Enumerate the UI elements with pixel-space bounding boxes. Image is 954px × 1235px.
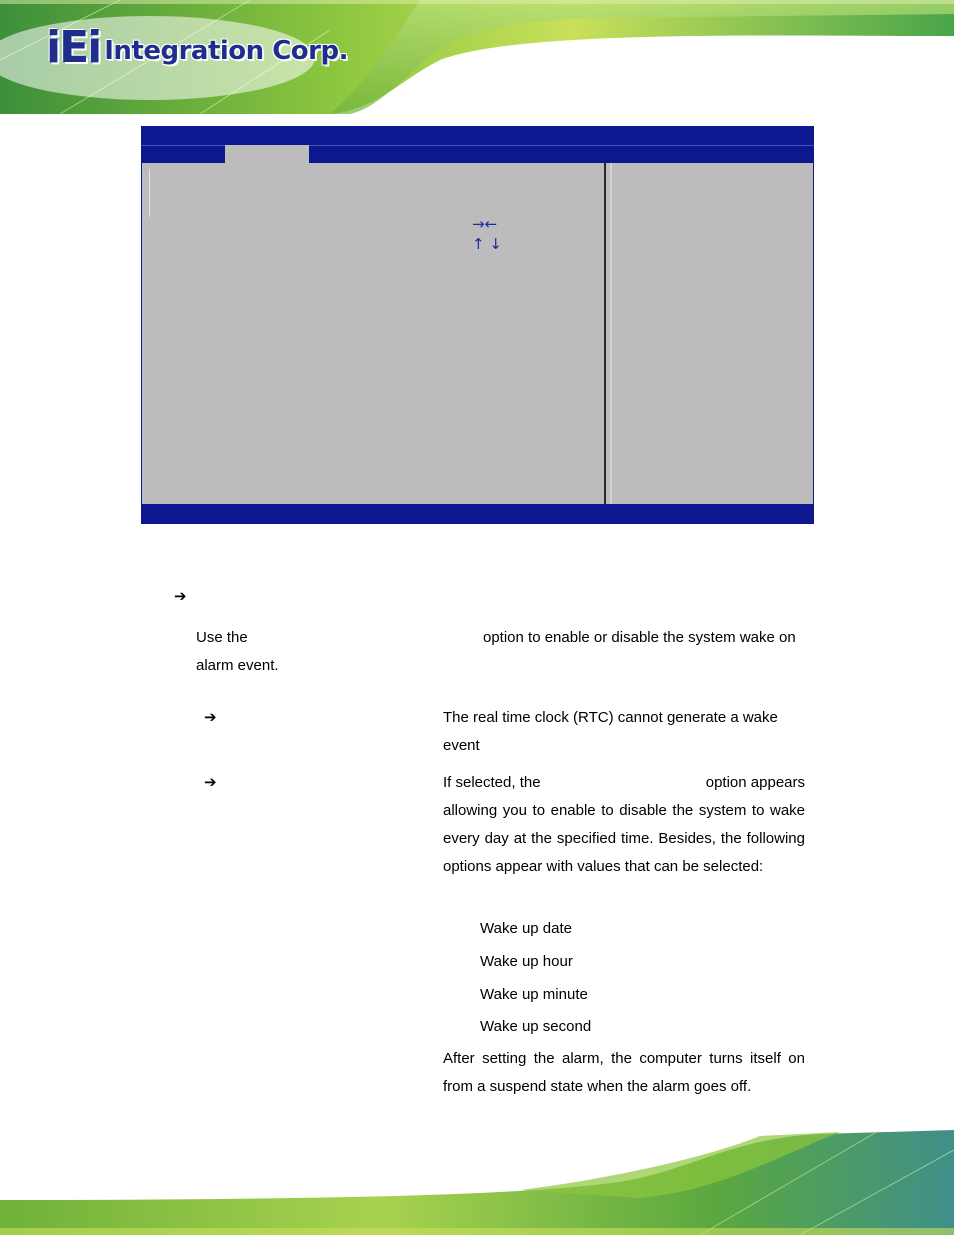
bios-active-tab[interactable] [225,145,309,163]
after-setting-paragraph: After setting the alarm, the computer turns itself on from a suspend state when the alarm goes off. [443,1050,805,1095]
intro-use-the: Use the [196,629,248,646]
footer-green-swoosh [0,1130,954,1235]
bios-settings-panel [142,163,604,504]
section-arrow-icon: ➔ [174,587,187,605]
option2-desc-first-line [443,769,805,797]
up-down-arrows-icon: ↑ ↓ [472,235,502,253]
option2-if-selected: If selected, the [443,774,541,791]
intro-tail: option to enable or disable the system wake on [483,629,796,646]
logo-wordmark: Integration Corp. [104,36,348,66]
page-footer-banner [0,1130,954,1235]
bios-selection-marker [149,169,150,217]
page-header-banner [0,0,954,115]
bios-help-panel [606,163,813,504]
option2-appears: option appears [705,774,805,791]
wake-item-date: Wake up date [480,920,572,937]
left-right-arrows-icon: →← [472,215,498,233]
company-logo [46,22,348,73]
wake-item-minute: Wake up minute [480,986,588,1003]
intro-line2: alarm event. [196,657,279,674]
bios-nav-hints [472,214,502,254]
bios-status-bar [141,504,814,524]
option1-desc-line2: event [443,737,480,754]
option2-description-rest: allowing you to enable to disable the system to wake every day at the specified time. Besides, the following options appear with values that can be selected: [443,802,805,875]
logo-mark: iEi [46,22,101,73]
option1-description [443,704,805,760]
bios-screen [141,126,814,524]
bios-title-bar [141,126,814,145]
wake-item-second: Wake up second [480,1018,592,1035]
wake-item-hour: Wake up hour [480,953,573,970]
bios-help-edge [610,163,612,504]
option2-arrow-icon: ➔ [204,773,217,791]
option1-desc-line1: The real time clock (RTC) cannot generate a wake [443,709,778,726]
option1-arrow-icon: ➔ [204,708,217,726]
